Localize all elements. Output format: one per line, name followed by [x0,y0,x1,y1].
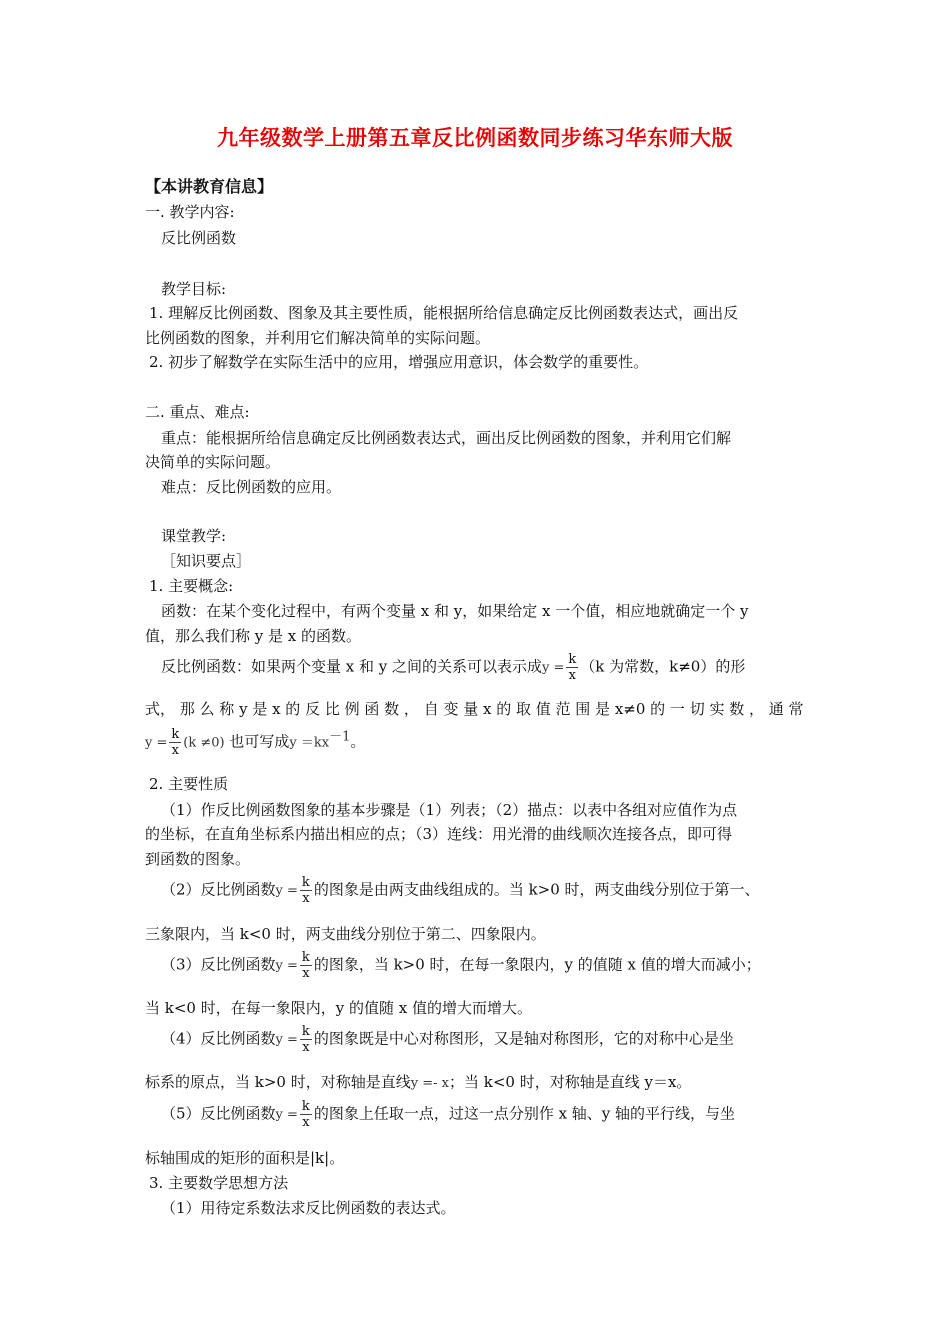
property-5-suffix: 的图象上任取一点，过这一点分别作 x 轴、y 轴的平行线，与坐 [313,1104,736,1123]
knowledge-points-label: ［知识要点］ [161,552,252,570]
property-3-suffix: 的图象，当 k>0 时，在每一象限内，y 的值随 x 值的增大而减小； [313,955,761,974]
property-2-line-a [161,875,760,906]
property-4-line-a [161,1024,734,1055]
inverse-def-line-a [161,652,745,683]
formula-y-eq: y = [145,735,168,751]
formula-y-eq: y = [542,660,565,676]
property-5-line-b: 标轴围成的矩形的面积是|k|。 [145,1149,345,1167]
formula-y-eq: y = [275,1032,298,1048]
period: 。 [350,732,366,751]
property-5-prefix: （5）反比例函数 [161,1104,276,1123]
inverse-def-text-2: （k 为常数，k≠0）的形 [580,657,746,676]
property-4-prefix: （4）反比例函数 [161,1029,276,1048]
difficult-point: 难点：反比例函数的应用。 [161,478,342,496]
inverse-def-alt-text: 也可写成 [229,732,290,751]
property-4-text-1: 标系的原点，当 k>0 时，对称轴是直线 [145,1073,411,1091]
goal-1-line-a: 1. 理解反比例函数、图象及其主要性质，能根据所给信息确定反比例函数表达式，画出反 [149,304,739,322]
formula-y-neg-x: y =- x [410,1076,449,1091]
property-5-line-a [161,1099,735,1130]
inverse-def-line-b: 式， 那 么 称 y 是 x 的 反 比 例 函 数 ， 自 变 量 x 的 取 值 范 围 是 x≠0 的 一 切 实 数 ， 通 常 [145,700,804,718]
property-4-line-b [145,1072,691,1094]
property-3-line-a [161,950,761,981]
property-3-prefix: （3）反比例函数 [161,955,276,974]
property-1-line-b: 的坐标，在直角坐标系内描出相应的点；（3）连线：用光滑的曲线顺次连接各点，即可得 [145,825,733,843]
key-point-line-a: 重点：能根据所给信息确定反比例函数表达式，画出反比例函数的图象，并利用它们解 [161,429,732,447]
inverse-def-text-1: 反比例函数：如果两个变量 x 和 y 之间的关系可以表示成 [161,657,543,676]
method-1: （1）用待定系数法求反比例函数的表达式。 [161,1199,456,1217]
section-1-heading: 一. 教学内容: [145,203,235,221]
goal-2: 2. 初步了解数学在实际生活中的应用，增强应用意识，体会数学的重要性。 [149,353,649,371]
section-header: 【本讲教育信息】 [145,177,274,196]
property-4-text-2: ；当 k<0 时，对称轴是直线 y＝x。 [448,1073,692,1091]
property-1-line-a: （1）作反比例函数图象的基本步骤是（1）列表；（2）描点：以表中各组对应值作为点 [161,801,738,819]
concepts-heading: 1. 主要概念: [149,577,234,595]
formula-exponent: －1 [329,729,351,745]
fraction-k-over-x: $\frac{k}{x}$ [301,1099,310,1130]
formula-y-eq: y = [275,958,298,974]
teaching-content: 反比例函数 [161,229,237,247]
function-def-line-b: 值，那么我们称 y 是 x 的函数。 [145,627,362,645]
fraction-k-over-x: $\frac{k}{x}$ [171,727,180,758]
property-1-line-c: 到函数的图象。 [145,850,251,868]
key-point-line-b: 决简单的实际问题。 [145,453,281,471]
goal-1-line-b: 比例函数的图象，并利用它们解决简单的实际问题。 [145,329,491,347]
property-2-line-b: 三象限内，当 k<0 时，两支曲线分别位于第二、四象限内。 [145,925,546,943]
classroom-label: 课堂教学: [161,527,227,545]
formula-y-eq: y = [275,1107,298,1123]
methods-heading: 3. 主要数学思想方法 [149,1174,289,1192]
goals-label: 教学目标: [161,280,227,298]
property-4-suffix: 的图象既是中心对称图形，又是轴对称图形，它的对称中心是坐 [313,1029,734,1048]
property-3-line-b: 当 k<0 时，在每一象限内，y 的值随 x 值的增大而增大。 [145,999,532,1017]
properties-heading: 2. 主要性质 [149,775,229,793]
document-title: 九年级数学上册第五章反比例函数同步练习华东师大版 [217,126,733,150]
fraction-k-over-x: $\frac{k}{x}$ [301,875,310,906]
formula-kx-inverse: y ＝kx [289,735,330,751]
inverse-def-line-c [145,727,365,758]
section-2-heading: 二. 重点、难点: [145,403,250,421]
formula-y-eq: y = [275,883,298,899]
fraction-k-over-x: $\frac{k}{x}$ [301,1024,310,1055]
fraction-k-over-x: $\frac{k}{x}$ [568,652,577,683]
property-2-prefix: （2）反比例函数 [161,880,276,899]
function-def-line-a: 函数：在某个变化过程中，有两个变量 x 和 y，如果给定 x 一个值，相应地就确定一个 y [161,602,749,620]
property-2-suffix: 的图象是由两支曲线组成的。当 k>0 时，两支曲线分别位于第一、 [313,880,760,899]
formula-condition: (k ≠0) [183,735,225,751]
fraction-k-over-x: $\frac{k}{x}$ [301,950,310,981]
